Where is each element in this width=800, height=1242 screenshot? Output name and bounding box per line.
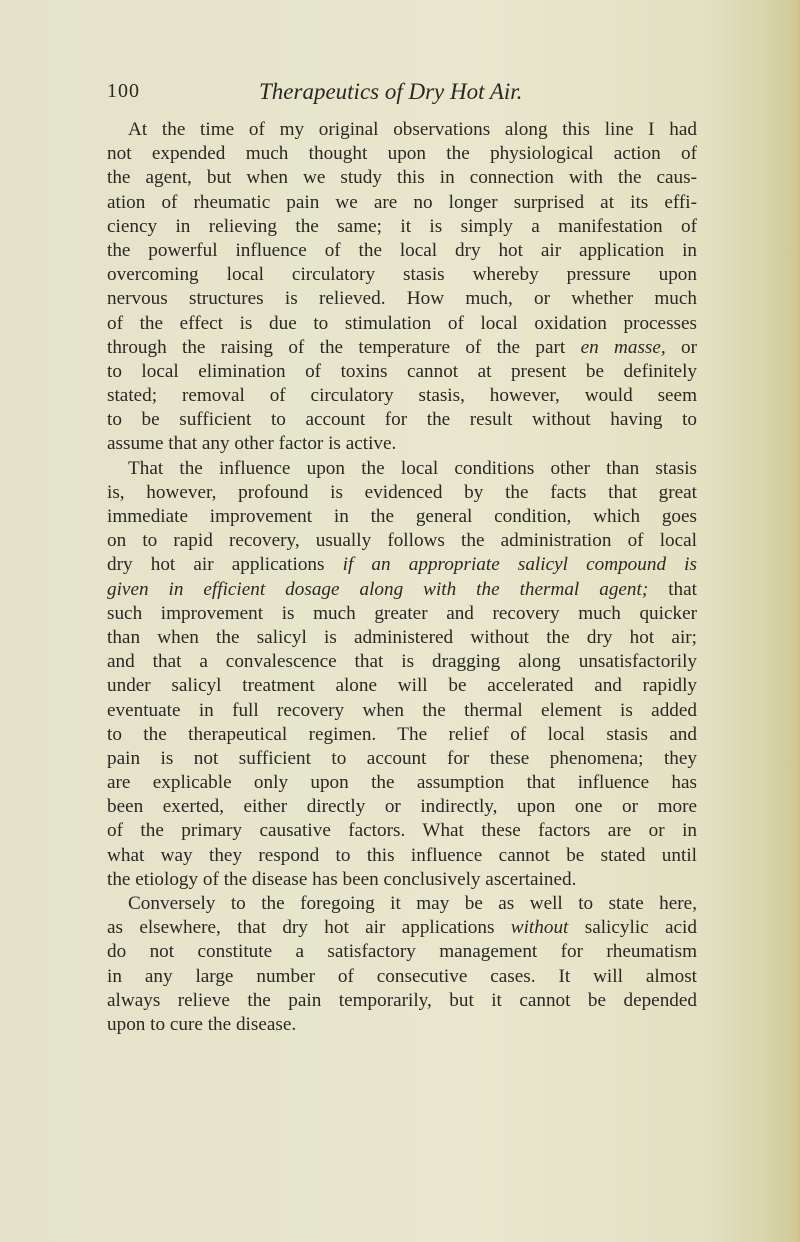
text-segment: do not constitute a satisfactory management for rheumatism <box>107 941 697 963</box>
text-segment: always relieve the pain temporarily, but it cannot be depended <box>107 989 697 1011</box>
text-line <box>107 263 697 287</box>
running-header <box>107 80 707 110</box>
italic-text: en masse, <box>580 336 666 358</box>
text-segment: the powerful influence of the local dry hot air application in <box>107 239 697 261</box>
text-segment: Conversely to the foregoing it may be as well to state here, <box>128 893 697 914</box>
text-line <box>107 868 697 892</box>
text-segment: on to rapid recovery, usually follows the administration of local <box>107 530 697 552</box>
text-line <box>107 674 697 698</box>
text-line <box>107 481 697 505</box>
page-number: 100 <box>107 80 140 102</box>
text-line <box>107 432 697 456</box>
text-line <box>107 940 697 964</box>
text-line <box>107 771 697 795</box>
text-segment: is, however, profound is evidenced by the facts that great <box>107 481 697 503</box>
text-line <box>107 360 697 384</box>
text-line <box>107 578 697 602</box>
text-line <box>107 650 697 674</box>
text-segment: That the influence upon the local conditions other than stasis <box>128 457 697 479</box>
text-segment: At the time of my original observations along this line I had <box>128 119 697 140</box>
text-line <box>107 312 697 336</box>
text-line <box>107 166 697 190</box>
text-segment: in any large number of consecutive cases. It will almost <box>107 965 697 987</box>
body-text <box>107 118 697 1037</box>
text-line <box>107 723 697 747</box>
text-line <box>107 336 697 360</box>
text-line <box>107 699 697 723</box>
text-line <box>107 408 697 432</box>
text-line <box>107 505 697 529</box>
text-line <box>107 553 697 577</box>
text-line <box>107 287 697 311</box>
text-line <box>107 457 697 481</box>
text-segment: eventuate in full recovery when the thermal element is added <box>107 699 697 721</box>
text-segment: to local elimination of toxins cannot at present be definitely <box>107 360 697 382</box>
text-segment: or <box>665 336 698 358</box>
text-line <box>107 384 697 408</box>
text-segment: stated; removal of circulatory stasis, however, would seem <box>107 385 697 407</box>
text-segment: the etiology of the disease has been conclusively ascertained. <box>107 868 577 890</box>
italic-text: if an appropriate salicyl compound is <box>342 554 697 576</box>
text-line <box>107 892 697 916</box>
text-segment: as elsewhere, that dry hot air applications <box>107 917 511 939</box>
text-line <box>107 191 697 215</box>
text-line <box>107 844 697 868</box>
text-segment: are explicable only upon the assumption that influence has <box>107 772 697 794</box>
text-segment: of the primary causative factors. What these factors are or in <box>107 820 697 842</box>
text-segment: pain is not sufficient to account for these phenomena; they <box>107 747 697 769</box>
text-segment: through the raising of the temperature of the part <box>107 336 581 358</box>
text-segment: immediate improvement in the general condition, which goes <box>107 506 697 527</box>
text-segment: to the therapeutical regimen. The relief of local stasis and <box>107 723 697 745</box>
text-segment: overcoming local circulatory stasis whereby pressure upon <box>107 264 697 286</box>
text-segment: ciency in relieving the same; it is simply a manifestation of <box>107 215 697 237</box>
italic-text: without <box>510 917 569 939</box>
text-line <box>107 239 697 263</box>
text-line <box>107 118 697 142</box>
text-segment: that <box>648 578 697 600</box>
text-line <box>107 747 697 771</box>
text-line <box>107 989 697 1013</box>
text-line <box>107 142 697 166</box>
text-line <box>107 626 697 650</box>
text-line <box>107 795 697 819</box>
text-segment: upon to cure the disease. <box>107 1013 297 1035</box>
text-line <box>107 602 697 626</box>
text-line <box>107 819 697 843</box>
text-segment: not expended much thought upon the physiological action of <box>107 143 697 165</box>
text-segment: dry hot air applications <box>107 554 343 576</box>
text-line <box>107 215 697 239</box>
running-title: Therapeutics of Dry Hot Air. <box>259 79 523 104</box>
text-line <box>107 1013 697 1037</box>
text-segment: nervous structures is relieved. How much, or whether much <box>107 288 697 310</box>
text-line <box>107 529 697 553</box>
text-line <box>107 965 697 989</box>
text-segment: been exerted, either directly or indirectly, upon one or more <box>107 796 697 818</box>
italic-text: given in efficient dosage along with the thermal agent; <box>107 578 649 600</box>
page-edge-shadow <box>786 0 800 1242</box>
text-segment: what way they respond to this influence cannot be stated until <box>107 844 697 866</box>
text-segment: salicylic acid <box>568 917 697 939</box>
text-segment: of the effect is due to stimulation of local oxidation processes <box>107 312 697 334</box>
text-segment: under salicyl treatment alone will be accelerated and rapidly <box>107 675 697 697</box>
text-segment: and that a convalescence that is dragging along unsatisfactorily <box>107 651 697 673</box>
text-segment: the agent, but when we study this in connection with the caus- <box>107 167 697 189</box>
text-segment: than when the salicyl is administered without the dry hot air; <box>107 626 697 648</box>
text-segment: ation of rheumatic pain we are no longer surprised at its effi- <box>107 191 697 213</box>
text-segment: to be sufficient to account for the result without having to <box>107 409 697 431</box>
text-segment: assume that any other factor is active. <box>107 433 397 455</box>
text-segment: such improvement is much greater and recovery much quicker <box>107 602 697 624</box>
text-line <box>107 916 697 940</box>
